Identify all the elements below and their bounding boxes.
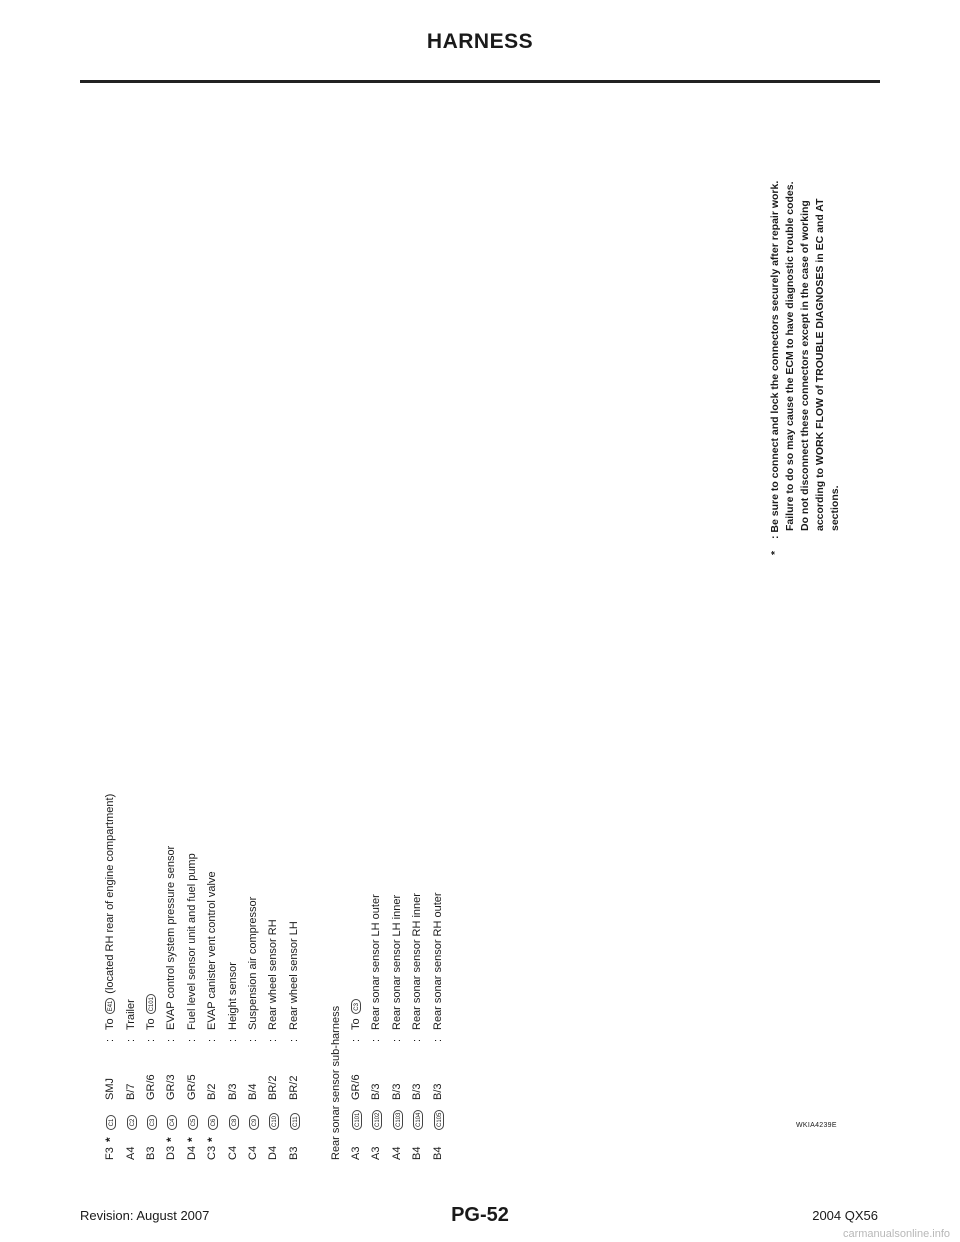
to-prefix: To <box>144 1018 157 1030</box>
colon-separator: : <box>350 1038 363 1042</box>
star-mark: * <box>103 1137 118 1142</box>
connector-row <box>263 794 283 1160</box>
connector-description <box>411 893 423 1030</box>
grid-reference: A3 <box>370 1146 383 1160</box>
description-text: Suspension air compressor <box>246 896 259 1030</box>
connector-number <box>391 1100 403 1130</box>
connector-color: BR/2 <box>287 1075 300 1100</box>
connector-description <box>206 871 218 1030</box>
colon-separator: : <box>267 1038 280 1042</box>
connector-description <box>145 990 157 1030</box>
connector-row <box>161 794 181 1160</box>
sub-harness-heading: Rear sonar sensor sub-harness <box>329 1005 342 1160</box>
grid-reference: D3 <box>165 1145 178 1160</box>
connector-description <box>125 999 137 1030</box>
connector-badge: C5 <box>188 1115 198 1130</box>
colon-separator: : <box>226 1038 239 1042</box>
connector-number <box>125 1100 137 1130</box>
connector-color: B/3 <box>411 1083 424 1100</box>
connector-description <box>370 894 382 1030</box>
connector-badge: C102 <box>372 1110 382 1130</box>
description-text: Rear sonar sensor LH outer <box>370 894 383 1030</box>
grid-reference: A4 <box>124 1146 137 1160</box>
connector-color: B/3 <box>390 1083 403 1100</box>
description-text: (located RH rear of engine compartment) <box>104 793 117 994</box>
colon-separator: : <box>411 1038 424 1042</box>
note-line: Do not disconnect these connectors except in the case of working <box>799 200 811 531</box>
connector-description <box>267 919 279 1030</box>
connector-number <box>267 1100 279 1130</box>
connector-color: B/2 <box>206 1083 219 1100</box>
connector-note <box>768 155 843 555</box>
connector-row <box>284 794 304 1160</box>
note-line: : Be sure to connect and lock the connectors securely after repair work. <box>769 180 781 539</box>
connector-row <box>387 794 407 1160</box>
colon-separator: : <box>124 1038 137 1042</box>
connector-description <box>432 892 444 1030</box>
connector-description <box>227 962 239 1030</box>
to-prefix: To <box>350 1018 363 1030</box>
colon-separator: : <box>431 1038 444 1042</box>
colon-separator: : <box>144 1038 157 1042</box>
description-text: Rear wheel sensor RH <box>267 919 280 1030</box>
note-line: Failure to do so may cause the ECM to have diagnostic trouble codes. <box>784 181 796 531</box>
connector-number <box>186 1100 198 1130</box>
connector-badge: C103 <box>393 1110 403 1130</box>
colon-separator: : <box>287 1038 300 1042</box>
mating-connector-badge: C3 <box>351 999 361 1014</box>
connector-number <box>247 1100 259 1130</box>
connector-color: GR/6 <box>350 1074 363 1100</box>
figure-code: WKIA4239E <box>796 1122 837 1129</box>
connector-number <box>227 1100 239 1130</box>
connector-description <box>186 853 198 1030</box>
description-text: Rear sonar sensor RH inner <box>411 893 424 1030</box>
title-rule <box>80 80 880 83</box>
grid-reference: C3 <box>206 1145 219 1160</box>
connector-badge: C3 <box>147 1115 157 1130</box>
connector-row <box>346 794 366 1160</box>
description-text: EVAP control system pressure sensor <box>165 845 178 1030</box>
connector-badge: C2 <box>127 1115 137 1130</box>
connector-row <box>222 794 242 1160</box>
note-line: sections. <box>829 485 841 531</box>
colon-separator: : <box>390 1038 403 1042</box>
connector-number <box>370 1100 382 1130</box>
grid-reference: B4 <box>431 1146 444 1160</box>
connector-row <box>182 794 202 1160</box>
star-mark: * <box>184 1137 199 1142</box>
connector-number <box>165 1100 177 1130</box>
connector-row <box>407 794 427 1160</box>
connector-row <box>243 794 263 1160</box>
connector-list <box>100 794 448 1160</box>
footer-model: 2004 QX56 <box>812 1208 878 1223</box>
mating-connector-badge: E41 <box>105 998 115 1015</box>
connector-badge: C8 <box>229 1115 239 1130</box>
connector-row <box>427 794 447 1160</box>
description-text: Fuel level sensor unit and fuel pump <box>185 853 198 1030</box>
connector-color: SMJ <box>104 1078 117 1100</box>
colon-separator: : <box>104 1038 117 1042</box>
star-mark: * <box>205 1137 220 1142</box>
description-text: Trailer <box>124 999 137 1030</box>
connector-badge: C6 <box>208 1115 218 1130</box>
colon-separator: : <box>206 1038 219 1042</box>
grid-reference: A3 <box>350 1146 363 1160</box>
connector-row <box>141 794 161 1160</box>
grid-reference: D4 <box>185 1145 198 1160</box>
connector-badge: C11 <box>290 1113 300 1130</box>
connector-description <box>247 897 259 1030</box>
connector-number <box>145 1100 157 1130</box>
connector-row <box>202 794 222 1160</box>
connector-color: B/7 <box>124 1083 137 1100</box>
connector-color: B/3 <box>431 1083 444 1100</box>
section-spacer <box>304 794 314 1160</box>
description-text: Height sensor <box>226 962 239 1030</box>
colon-separator: : <box>185 1038 198 1042</box>
connector-row <box>120 794 140 1160</box>
description-text: EVAP canister vent control valve <box>206 871 219 1030</box>
connector-badge: C1 <box>106 1115 116 1130</box>
connector-color: B/3 <box>226 1083 239 1100</box>
connector-number <box>206 1100 218 1130</box>
connector-description <box>288 921 300 1030</box>
connector-number <box>350 1100 362 1130</box>
connector-description <box>104 794 116 1030</box>
page-title: HARNESS <box>426 30 534 53</box>
grid-reference: D4 <box>267 1145 280 1160</box>
grid-reference: B3 <box>287 1146 300 1160</box>
connector-badge: C9 <box>249 1115 259 1130</box>
note-star: * <box>769 550 781 555</box>
description-text: Rear sonar sensor LH inner <box>390 894 403 1030</box>
colon-separator: : <box>246 1038 259 1042</box>
description-text: Rear wheel sensor LH <box>287 921 300 1030</box>
connector-description <box>391 895 403 1030</box>
connector-badge: C10 <box>269 1113 279 1130</box>
colon-separator: : <box>165 1038 178 1042</box>
connector-color: BR/2 <box>267 1075 280 1100</box>
description-text: Rear sonar sensor RH outer <box>431 892 444 1030</box>
connector-color: B/4 <box>246 1083 259 1100</box>
grid-reference: F3 <box>104 1147 117 1160</box>
note-line: according to WORK FLOW of TROUBLE DIAGNOSES in EC and AT <box>814 198 826 531</box>
rotated-connector-list <box>100 160 880 1160</box>
grid-reference: A4 <box>390 1146 403 1160</box>
connector-row <box>100 794 120 1160</box>
star-mark: * <box>164 1137 179 1142</box>
grid-reference: C4 <box>226 1145 239 1160</box>
to-prefix: To <box>104 1018 117 1030</box>
mating-connector-badge: C101 <box>146 994 156 1014</box>
connector-color: GR/3 <box>165 1074 178 1100</box>
connector-row <box>366 794 386 1160</box>
connector-badge: C4 <box>167 1115 177 1130</box>
connector-number <box>104 1100 116 1130</box>
connector-number <box>432 1100 444 1130</box>
connector-badge: C101 <box>352 1110 362 1130</box>
colon-separator: : <box>370 1038 383 1042</box>
watermark: carmanualsonline.info <box>842 1228 950 1240</box>
connector-badge: C105 <box>434 1110 444 1130</box>
connector-color: GR/5 <box>185 1074 198 1100</box>
connector-badge: C104 <box>413 1110 423 1130</box>
connector-color: GR/6 <box>144 1074 157 1100</box>
footer-page-number: PG-52 <box>451 1204 509 1226</box>
connector-description <box>165 846 177 1030</box>
footer-revision: Revision: August 2007 <box>80 1208 210 1223</box>
grid-reference: B4 <box>411 1146 424 1160</box>
grid-reference: B3 <box>144 1146 157 1160</box>
connector-number <box>288 1100 300 1130</box>
connector-color: B/3 <box>370 1083 383 1100</box>
connector-number <box>411 1100 423 1130</box>
connector-description <box>350 995 362 1030</box>
grid-reference: C4 <box>246 1145 259 1160</box>
